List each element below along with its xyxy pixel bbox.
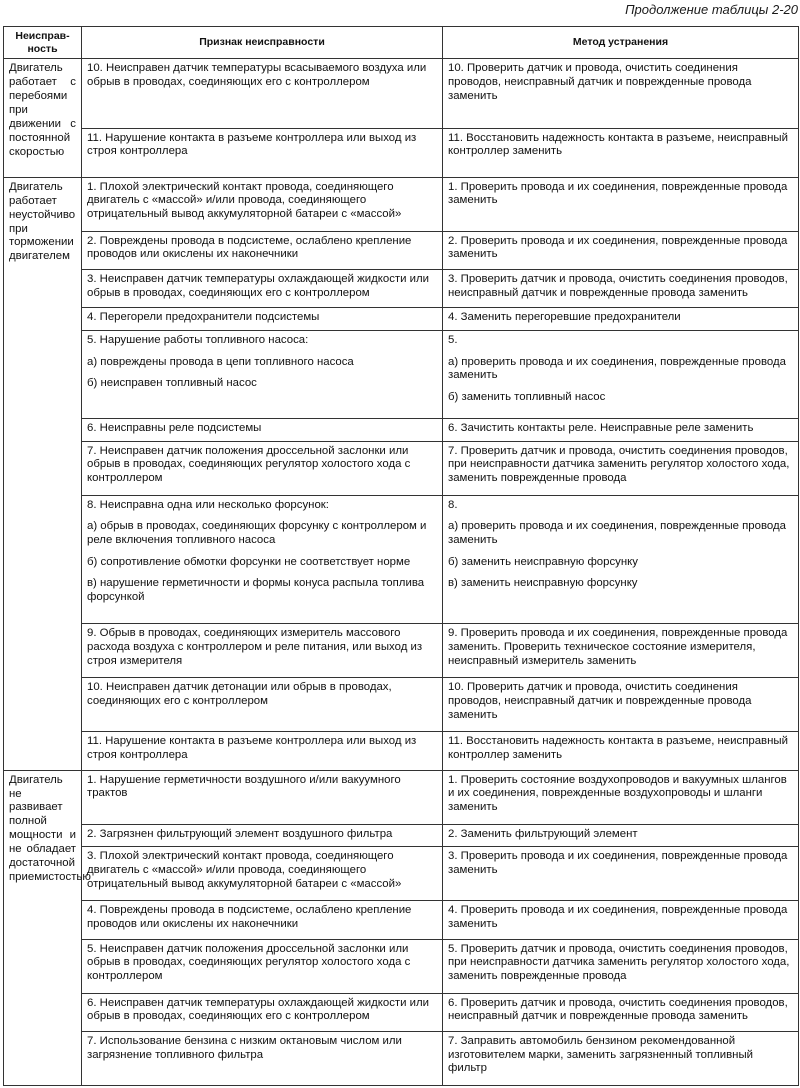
table-row bbox=[4, 993, 799, 1031]
table-row bbox=[4, 59, 799, 128]
remedy-text: 6. Зачистить контакты реле. Неисправные реле заменить bbox=[448, 422, 754, 435]
remedy-text: 11. Восстановить надежность контакта в разъеме, неисправный контроллер заменить bbox=[448, 131, 788, 158]
table-row bbox=[4, 330, 799, 418]
remedy-cell bbox=[443, 495, 799, 624]
remedy-cell bbox=[443, 59, 799, 128]
remedy-cell bbox=[443, 901, 799, 939]
symptom-text: 4. Повреждены провода в подсистеме, ослаблено крепление проводов или окислены их наконечники bbox=[87, 904, 412, 930]
remedy-text: 3. Проверить провода и их соединения, поврежденные провода заменить bbox=[448, 850, 788, 876]
header-fault: Неисправ- ность bbox=[4, 27, 82, 59]
symptom-cell bbox=[82, 231, 443, 269]
symptom-text: 2. Повреждены провода в подсистеме, ослаблено крепление проводов или окислены их наконечники bbox=[87, 234, 412, 261]
remedy-text: 4. Заменить перегоревшие предохранители bbox=[448, 311, 681, 324]
remedy-text: 10. Проверить датчик и провода, очистить соединения проводов, неисправный датчик и поврежденные провода заменить bbox=[448, 681, 752, 721]
table-row bbox=[4, 231, 799, 269]
remedy-text: 2. Проверить провода и их соединения, поврежденные провода заменить bbox=[448, 234, 788, 261]
symptom-text: а) повреждены провода в цепи топливного насоса bbox=[87, 355, 354, 368]
symptom-cell bbox=[82, 824, 443, 847]
remedy-cell bbox=[443, 624, 799, 678]
symptom-text: 10. Неисправен датчик температуры всасываемого воздуха или обрыв в проводах, соединяющих его с контроллером bbox=[87, 62, 427, 88]
remedy-cell bbox=[443, 939, 799, 993]
table-row bbox=[4, 270, 799, 308]
symptom-cell bbox=[82, 678, 443, 732]
table-row bbox=[4, 1031, 799, 1085]
remedy-cell bbox=[443, 419, 799, 442]
remedy-cell bbox=[443, 177, 799, 231]
symptom-text: 7. Неисправен датчик положения дроссельной заслонки или обрыв в проводах, соединяющих регулятор холостого хода с контроллером bbox=[87, 444, 411, 485]
remedy-cell bbox=[443, 824, 799, 847]
remedy-cell bbox=[443, 678, 799, 732]
symptom-cell bbox=[82, 128, 443, 177]
table-row bbox=[4, 770, 799, 824]
table-continuation-caption: Продолжение таблицы 2-20 bbox=[625, 2, 798, 17]
table-row bbox=[4, 678, 799, 732]
table-row bbox=[4, 177, 799, 231]
symptom-text: 8. Неисправна одна или несколько форсунок: bbox=[87, 498, 329, 511]
remedy-text: 10. Проверить датчик и провода, очистить соединения проводов, неисправный датчик и поврежденные провода заменить bbox=[448, 62, 752, 102]
remedy-text: 3. Проверить датчик и провода, очистить соединения проводов, неисправный датчик и поврежденные провода заменить bbox=[448, 273, 788, 299]
table-row bbox=[4, 939, 799, 993]
remedy-cell bbox=[443, 308, 799, 331]
table-row bbox=[4, 308, 799, 331]
remedy-text: 9. Проверить провода и их соединения, поврежденные провода заменить. Проверить техническое состояние измерителя, неисправный измеритель заменить bbox=[448, 627, 788, 667]
symptom-cell bbox=[82, 419, 443, 442]
table-header-row bbox=[4, 27, 799, 59]
remedy-cell bbox=[443, 993, 799, 1031]
symptom-text: б) неисправен топливный насос bbox=[87, 377, 257, 390]
header-symptom: Признак неисправности bbox=[82, 27, 443, 59]
symptom-cell bbox=[82, 993, 443, 1031]
symptom-cell bbox=[82, 847, 443, 901]
remedy-text: 5. Проверить датчик и провода, очистить соединения проводов, при неисправности датчика заменить регулятор холостого хода, заменить поврежденные провода bbox=[448, 942, 790, 982]
remedy-text: б) заменить топливный насос bbox=[448, 391, 606, 404]
header-remedy: Метод устранения bbox=[443, 27, 799, 59]
remedy-text: 2. Заменить фильтрующий элемент bbox=[448, 827, 638, 840]
table-row bbox=[4, 824, 799, 847]
table-row bbox=[4, 624, 799, 678]
remedy-text: 4. Проверить провода и их соединения, поврежденные провода заменить bbox=[448, 904, 788, 930]
symptom-cell bbox=[82, 770, 443, 824]
table-row bbox=[4, 419, 799, 442]
remedy-cell bbox=[443, 330, 799, 418]
symptom-text: 2. Загрязнен фильтрующий элемент воздушного фильтра bbox=[87, 827, 393, 840]
symptom-cell bbox=[82, 495, 443, 624]
fault-cell: Двигатель не развивает полной мощности и не обладает достаточной приемистостью bbox=[4, 770, 82, 1085]
remedy-cell bbox=[443, 732, 799, 770]
symptom-cell bbox=[82, 330, 443, 418]
remedy-cell bbox=[443, 441, 799, 495]
symptom-cell bbox=[82, 441, 443, 495]
symptom-text: б) сопротивление обмотки форсунки не соответствует норме bbox=[87, 555, 411, 568]
symptom-cell bbox=[82, 939, 443, 993]
symptom-cell bbox=[82, 624, 443, 678]
remedy-text: 1. Проверить состояние воздухопроводов и вакуумных шлангов и их соединения, поврежденные воздухопроводы и шланги заменить bbox=[448, 773, 787, 813]
remedy-cell bbox=[443, 270, 799, 308]
table-body bbox=[4, 59, 799, 1086]
symptom-text: 6. Неисправны реле подсистемы bbox=[87, 422, 262, 435]
remedy-text: б) заменить неисправную форсунку bbox=[448, 555, 638, 568]
symptom-text: 9. Обрыв в проводах, соединяющих измеритель массового расхода воздуха с контроллером и реле питания, или выход из строя измерителя bbox=[87, 627, 423, 667]
table-row bbox=[4, 847, 799, 901]
symptom-cell bbox=[82, 308, 443, 331]
table-row bbox=[4, 128, 799, 177]
remedy-cell bbox=[443, 847, 799, 901]
symptom-cell bbox=[82, 177, 443, 231]
fault-cell: Двигатель работает с перебоями при движении с постоянной скоростью bbox=[4, 59, 82, 178]
symptom-text: 11. Нарушение контакта в разъеме контроллера или выход из строя контроллера bbox=[87, 735, 417, 762]
troubleshooting-table bbox=[3, 26, 799, 1086]
remedy-cell bbox=[443, 770, 799, 824]
table-row bbox=[4, 441, 799, 495]
symptom-cell bbox=[82, 270, 443, 308]
symptom-text: 6. Неисправен датчик температуры охлаждающей жидкости или обрыв в проводах, соединяющих его с контроллером bbox=[87, 996, 430, 1023]
table-row bbox=[4, 732, 799, 770]
symptom-text: 11. Нарушение контакта в разъеме контроллера или выход из строя контроллера bbox=[87, 131, 417, 158]
remedy-text: 1. Проверить провода и их соединения, поврежденные провода заменить bbox=[448, 180, 788, 207]
remedy-text: 7. Проверить датчик и провода, очистить соединения проводов, при неисправности датчика заменить регулятор холостого хода, заменить поврежденные провода bbox=[448, 444, 790, 485]
remedy-cell bbox=[443, 1031, 799, 1085]
remedy-text: 7. Заправить автомобиль бензином рекомендованной изготовителем марки, заменить загрязненный топливный фильтр bbox=[448, 1034, 754, 1075]
fault-cell: Двигатель работает неустойчиво при торможении двигателем bbox=[4, 177, 82, 770]
symptom-cell bbox=[82, 901, 443, 939]
symptom-text: 1. Нарушение герметичности воздушного и/или вакуумного трактов bbox=[87, 773, 401, 800]
remedy-text: в) заменить неисправную форсунку bbox=[448, 577, 638, 590]
remedy-cell bbox=[443, 128, 799, 177]
remedy-text: 8. bbox=[448, 498, 458, 511]
symptom-text: 5. Нарушение работы топливного насоса: bbox=[87, 333, 309, 346]
remedy-text: 11. Восстановить надежность контакта в разъеме, неисправный контроллер заменить bbox=[448, 735, 788, 762]
remedy-text: 5. bbox=[448, 333, 458, 346]
remedy-text: а) проверить провода и их соединения, поврежденные провода заменить bbox=[448, 520, 786, 547]
remedy-text: а) проверить провода и их соединения, поврежденные провода заменить bbox=[448, 355, 786, 382]
symptom-text: а) обрыв в проводах, соединяющих форсунку с контроллером и реле включения топливного насоса bbox=[87, 520, 427, 547]
symptom-text: 3. Плохой электрический контакт провода, соединяющего двигатель с «массой» и/или провода, соединяющего отрицательный вывод аккумуляторной батареи с «массой» bbox=[87, 850, 402, 890]
symptom-text: 5. Неисправен датчик положения дроссельной заслонки или обрыв в проводах, соединяющих регулятор холостого хода с контроллером bbox=[87, 942, 411, 982]
symptom-text: в) нарушение герметичности и формы конуса распыла топлива форсункой bbox=[87, 577, 425, 604]
symptom-text: 10. Неисправен датчик детонации или обрыв в проводах, соединяющих его с контроллером bbox=[87, 681, 392, 708]
symptom-cell bbox=[82, 59, 443, 128]
symptom-text: 7. Использование бензина с низким октановым числом или загрязнение топливного фильтра bbox=[87, 1034, 402, 1061]
table-row bbox=[4, 495, 799, 624]
symptom-cell bbox=[82, 1031, 443, 1085]
symptom-text: 3. Неисправен датчик температуры охлаждающей жидкости или обрыв в проводах, соединяющих его с контроллером bbox=[87, 273, 430, 299]
symptom-cell bbox=[82, 732, 443, 770]
remedy-text: 6. Проверить датчик и провода, очистить соединения проводов, неисправный датчик и поврежденные провода заменить bbox=[448, 996, 788, 1023]
table-row bbox=[4, 901, 799, 939]
symptom-text: 4. Перегорели предохранители подсистемы bbox=[87, 311, 320, 324]
symptom-text: 1. Плохой электрический контакт провода, соединяющего двигатель с «массой» и/или провода, соединяющего отрицательный вывод аккумуляторной батареи с «массой» bbox=[87, 180, 402, 221]
remedy-cell bbox=[443, 231, 799, 269]
